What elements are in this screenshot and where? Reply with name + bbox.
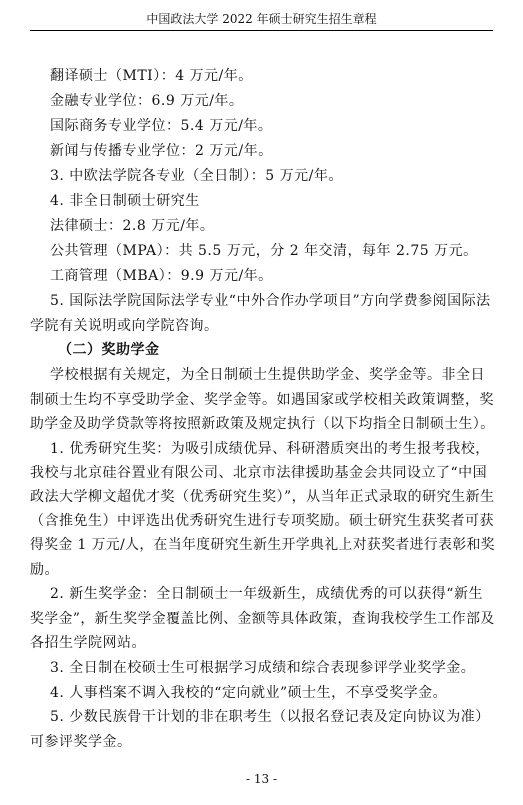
text-line: 工商管理（MBA）：9.9 万元/年。 xyxy=(50,268,273,284)
text-line: 3. 中欧法学院各专业（全日制）：5 万元/年。 xyxy=(50,168,343,184)
text-line: 学院有关说明或向学院咨询。 xyxy=(30,318,219,334)
text-line: 助学金及助学贷款等将按照新政策及规定执行（以下均指全日制硕士生）。 xyxy=(30,416,495,432)
text-line: 政法大学柳文超优才奖（优秀研究生奖）”，从当年正式录取的研究生新生 xyxy=(30,489,495,505)
text-line: （含推免生）中评选出优秀研究生进行专项奖励。硕士研究生获奖者可获 xyxy=(30,513,494,529)
text-line: 励。 xyxy=(30,562,59,578)
text-line: 法律硕士：2.8 万元/年。 xyxy=(50,218,215,234)
text-line: 金融专业学位：6.9 万元/年。 xyxy=(50,93,244,109)
text-line: 奖学金”，新生奖学金覆盖比例、金额等具体政策，查询我校学生工作部及 xyxy=(30,611,495,627)
text-line: 我校与北京硅谷置业有限公司、北京市法律援助基金会共同设立了“中国 xyxy=(30,465,488,481)
text-line: 3. 全日制在校硕士生可根据学习成绩和综合表现参评学业奖学金。 xyxy=(50,660,476,676)
text-line: 得奖金 1 万元/人，在当年度研究生新生开学典礼上对获奖者进行表彰和奖 xyxy=(30,537,496,553)
text-line: 4. 人事档案不调入我校的“定向就业”硕士生，不享受奖学金。 xyxy=(50,685,448,701)
text-line: 2. 新生奖学金：全日制硕士一年级新生，成绩优秀的可以获得“新生 xyxy=(50,586,483,602)
text-line: 1. 优秀研究生奖：为吸引成绩优异、科研潜质突出的考生报考我校， xyxy=(50,441,490,457)
text-line: 新闻与传播专业学位：2 万元/年。 xyxy=(50,143,273,159)
text-line: 各招生学院网站。 xyxy=(30,635,146,651)
section-heading: （二）奖助学金 xyxy=(58,342,160,358)
text-line: 制硕士生均不享受助学金、奖学金等。如遇国家或学校相关政策调整，奖 xyxy=(30,392,494,408)
text-line: 5. 国际法学院国际法学专业“中外合作办学项目”方向学费参阅国际法 xyxy=(50,293,491,309)
text-line: 国际商务专业学位：5.4 万元/年。 xyxy=(50,118,273,134)
text-line: 公共管理（MPA）：共 5.5 万元，分 2 年交清，每年 2.75 万元。 xyxy=(50,243,478,259)
text-line: 学校根据有关规定，为全日制硕士生提供助学金、奖学金等。非全日 xyxy=(50,367,485,383)
text-line: 翻译硕士（MTI）：4 万元/年。 xyxy=(50,68,253,84)
page-header: 中国政法大学 2022 年硕士研究生招生章程 xyxy=(30,8,493,31)
text-line: 4. 非全日制硕士研究生 xyxy=(50,193,200,209)
text-line: 5. 少数民族骨干计划的非在职考生（以报名登记表及定向协议为准） xyxy=(50,709,490,725)
page-number: - 13 - xyxy=(245,772,277,786)
text-line: 可参评奖学金。 xyxy=(30,734,132,750)
